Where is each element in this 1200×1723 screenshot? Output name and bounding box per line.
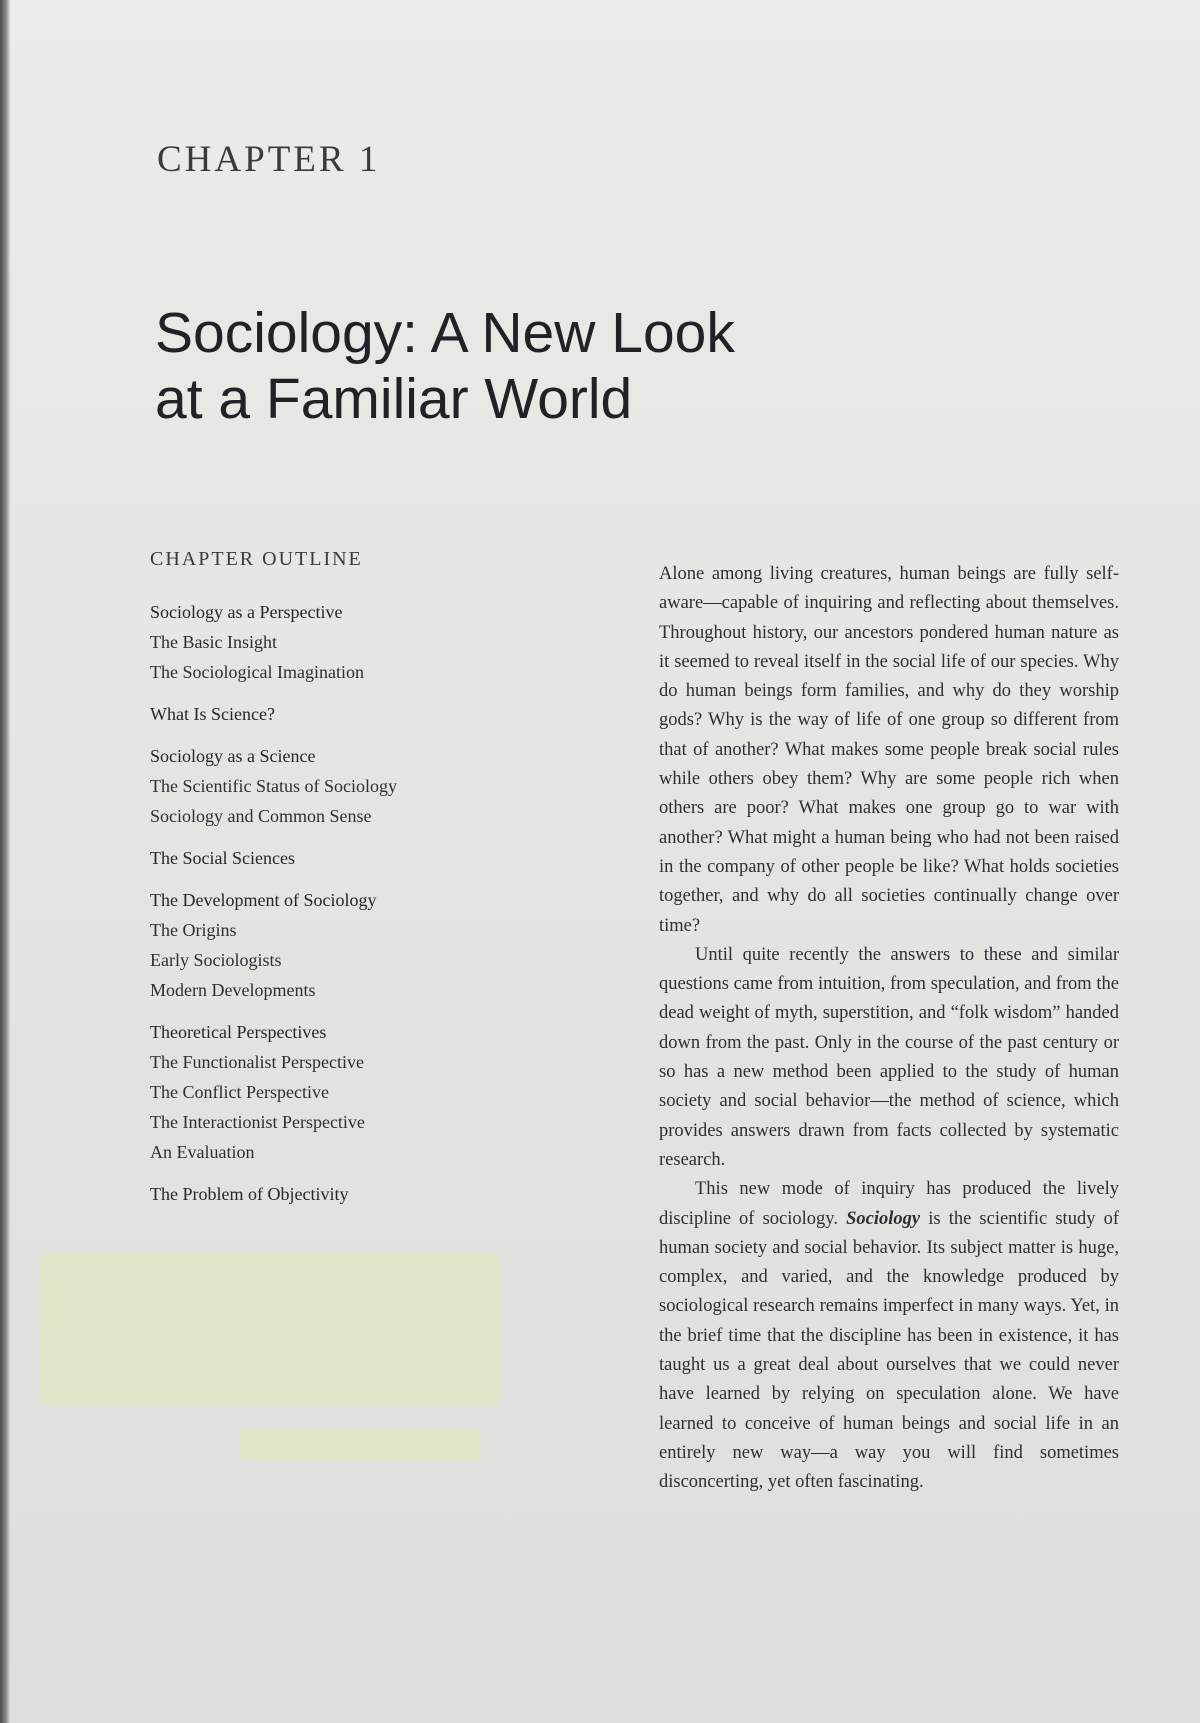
outline-item: The Problem of Objectivity — [150, 1184, 349, 1204]
book-binding-edge — [0, 0, 10, 1723]
outline-item: An Evaluation — [150, 1142, 255, 1162]
key-term: Sociology — [846, 1208, 921, 1229]
outline-item: The Functionalist Perspective — [150, 1052, 364, 1072]
chapter-title — [155, 300, 735, 432]
faded-highlight-mark — [40, 1255, 500, 1405]
outline-item: Sociology as a Perspective — [150, 602, 343, 622]
chapter-title-line-2: at a Familiar World — [155, 367, 633, 431]
outline-item: Sociology and Common Sense — [150, 806, 372, 826]
chapter-outline-heading: CHAPTER OUTLINE — [150, 548, 363, 570]
outline-group — [150, 843, 480, 873]
outline-item: The Interactionist Perspective — [150, 1112, 365, 1132]
outline-group — [150, 597, 480, 687]
outline-item: Theoretical Perspectives — [150, 1022, 327, 1042]
outline-item: Sociology as a Science — [150, 746, 316, 766]
chapter-outline — [150, 548, 480, 1221]
chapter-number: CHAPTER 1 — [157, 139, 381, 180]
outline-item: The Development of Sociology — [150, 890, 377, 910]
body-paragraph: Until quite recently the answers to these and similar questions came from intuition, from speculation, and from the dead weight of myth, superstition, and “folk wisdom” handed down from the past. Only in the course of the past century or so has a new method been applied to the study of human society and social behavior—the method of science, which provides answers drawn from facts collected by systematic research. — [659, 944, 1119, 1170]
chapter-body-text — [659, 560, 1119, 1498]
paragraph-text: This new mode of inquiry has produced the lively discipline of sociology. — [659, 1179, 1119, 1229]
outline-item: Modern Developments — [150, 980, 316, 1000]
outline-group — [150, 1017, 480, 1167]
outline-item: The Scientific Status of Sociology — [150, 776, 397, 796]
outline-item: What Is Science? — [150, 704, 275, 724]
body-paragraph: Alone among living creatures, human beings are fully self-aware—capable of inquiring and reflecting about themselves. Throughout history, our ancestors pondered human nature as it seemed to reveal itself in the social life of our species. Why do human beings form families, and why do they worship gods? Why is the way of life of one group so different from that of another? What makes some people break social rules while others obey them? Why are some people rich when others are poor? What makes one group go to war with another? What might a human being who had not been raised in the company of other people be like? What holds societies together, and why do all societies continually change over time? — [659, 564, 1119, 936]
outline-item: The Origins — [150, 920, 237, 940]
outline-item: The Sociological Imagination — [150, 662, 364, 682]
body-paragraph — [659, 1175, 1119, 1497]
faded-highlight-mark — [240, 1430, 480, 1460]
outline-item: Early Sociologists — [150, 950, 282, 970]
outline-group — [150, 699, 480, 729]
paragraph-text: is the scientific study of human society and social behavior. Its subject matter is huge, complex, and varied, and the knowledge produced by sociological research remains imperfect in many ways. Yet, in the brief time that the discipline has been in existence, it has taught us a great deal about ourselves that we could never have learned by relying on speculation alone. We have learned to conceive of human beings and social life in an entirely new way—a way you will find sometimes disconcerting, yet often fascinating. — [659, 1208, 1119, 1493]
outline-group — [150, 1179, 480, 1209]
outline-item: The Social Sciences — [150, 848, 295, 868]
outline-item: The Basic Insight — [150, 632, 277, 652]
outline-group — [150, 885, 480, 1005]
chapter-title-line-1: Sociology: A New Look — [155, 301, 735, 365]
outline-group — [150, 741, 480, 831]
outline-item: The Conflict Perspective — [150, 1082, 329, 1102]
